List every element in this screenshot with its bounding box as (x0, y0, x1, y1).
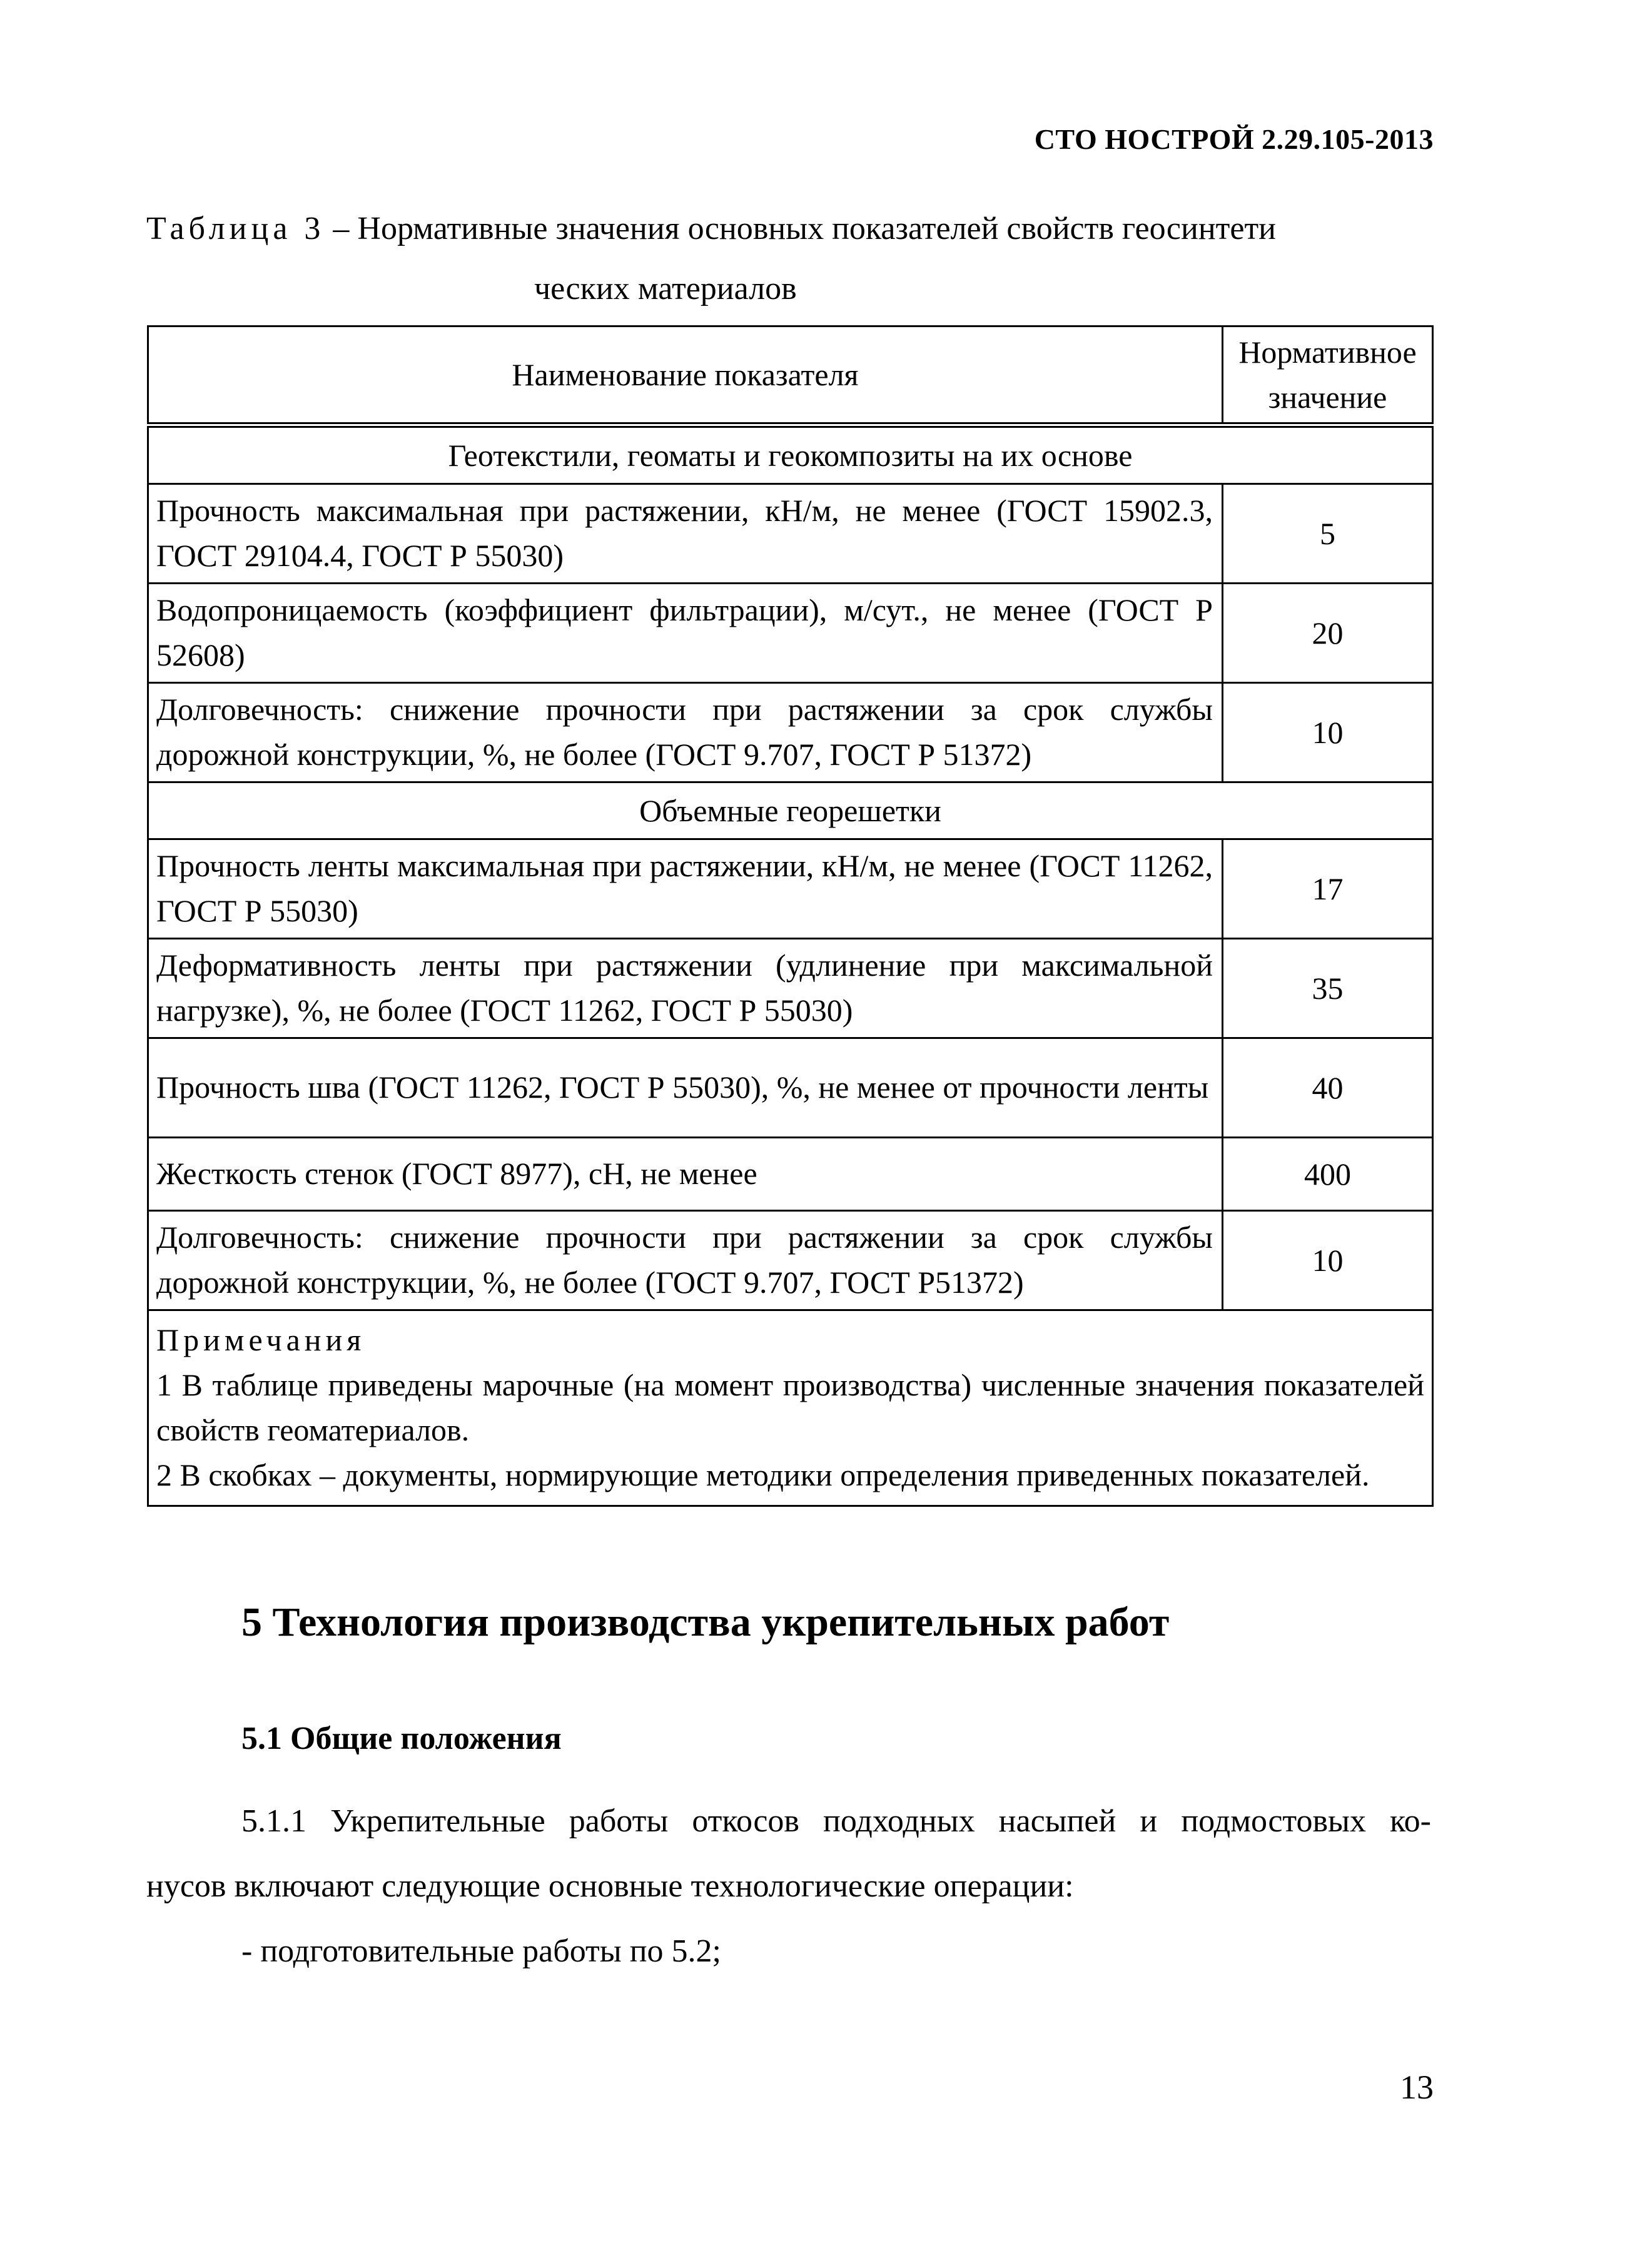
indicator-value: 5 (1223, 484, 1433, 584)
document-code-header: СТО НОСТРОЙ 2.29.105-2013 (1034, 123, 1434, 155)
paragraph-line-1: 5.1.1 Укрепительные работы откосов подходных насыпей и подмостовых ко- (241, 1803, 1431, 1839)
table-caption-text-2: ческих материалов (534, 271, 797, 306)
table-row (148, 683, 1433, 782)
table-caption (146, 210, 1431, 306)
table-row (148, 484, 1433, 584)
indicator-name: Прочность шва (ГОСТ 11262, ГОСТ Р 55030), %, не менее от прочности ленты (148, 1038, 1223, 1138)
indicator-name: Водопроницаемость (коэффициент фильтрации), м/сут., не менее (ГОСТ Р 52608) (148, 584, 1223, 683)
section-title: Объемные георешетки (148, 782, 1433, 839)
table-notes (148, 1310, 1433, 1506)
indicator-name: Прочность ленты максимальная при растяжении, кН/м, не менее (ГОСТ 11262, ГОСТ Р 55030) (148, 839, 1223, 939)
column-header-name: Наименование показателя (148, 327, 1223, 425)
indicator-value: 35 (1223, 939, 1433, 1038)
table-row (148, 1138, 1433, 1211)
table-row (148, 584, 1433, 683)
indicator-value: 20 (1223, 584, 1433, 683)
indicator-value: 40 (1223, 1038, 1433, 1138)
section-title: Геотекстили, геоматы и геокомпозиты на их основе (148, 425, 1433, 484)
table-row (148, 839, 1433, 939)
norms-table (147, 325, 1434, 1507)
column-header-value (1223, 327, 1433, 425)
indicator-name: Деформативность ленты при растяжении (удлинение при максимальной нагрузке), %, не более (ГОСТ 11262, ГОСТ Р 55030) (148, 939, 1223, 1038)
table-row (148, 939, 1433, 1038)
table-caption-dash: – (325, 211, 358, 246)
indicator-value: 400 (1223, 1138, 1433, 1211)
column-header-value-line-1: Нормативное (1238, 335, 1417, 370)
indicator-value: 17 (1223, 839, 1433, 939)
notes-title: Примечания (156, 1322, 366, 1357)
subsection-heading: 5.1 Общие положения (241, 1721, 562, 1756)
indicator-name: Долговечность: снижение прочности при растяжении за срок службы дорожной конструкции, %, не более (ГОСТ 9.707, ГОСТ Р 51372) (148, 683, 1223, 782)
table-header-row (148, 327, 1433, 425)
section-row (148, 782, 1433, 839)
indicator-value: 10 (1223, 683, 1433, 782)
section-row (148, 425, 1433, 484)
section-heading: 5 Технология производства укрепительных работ (241, 1599, 1170, 1645)
note-item: 2 В скобках – документы, нормирующие методики определения приведенных показателей. (156, 1457, 1370, 1492)
table-row (148, 1211, 1433, 1310)
column-header-value-line-2: значение (1268, 380, 1387, 415)
table-caption-label: Таблица 3 (146, 211, 325, 246)
indicator-value: 10 (1223, 1211, 1433, 1310)
note-item: 1 В таблице приведены марочные (на момент производства) численные значения показателей свойств геоматериалов. (156, 1367, 1424, 1447)
table-row (148, 1038, 1433, 1138)
table-caption-text-1: Нормативные значения основных показателей свойств геосинтети (357, 211, 1276, 246)
indicator-name: Прочность максимальная при растяжении, кН/м, не менее (ГОСТ 15902.3, ГОСТ 29104.4, ГОСТ Р 55030) (148, 484, 1223, 584)
list-item: - подготовительные работы по 5.2; (241, 1933, 721, 1969)
paragraph-line-2: нусов включают следующие основные технологические операции: (146, 1868, 1074, 1904)
indicator-name: Жесткость стенок (ГОСТ 8977), сН, не менее (148, 1138, 1223, 1211)
indicator-name: Долговечность: снижение прочности при растяжении за срок службы дорожной конструкции, %, не более (ГОСТ 9.707, ГОСТ Р51372) (148, 1211, 1223, 1310)
notes-row (148, 1310, 1433, 1506)
page-number: 13 (1400, 2068, 1434, 2106)
